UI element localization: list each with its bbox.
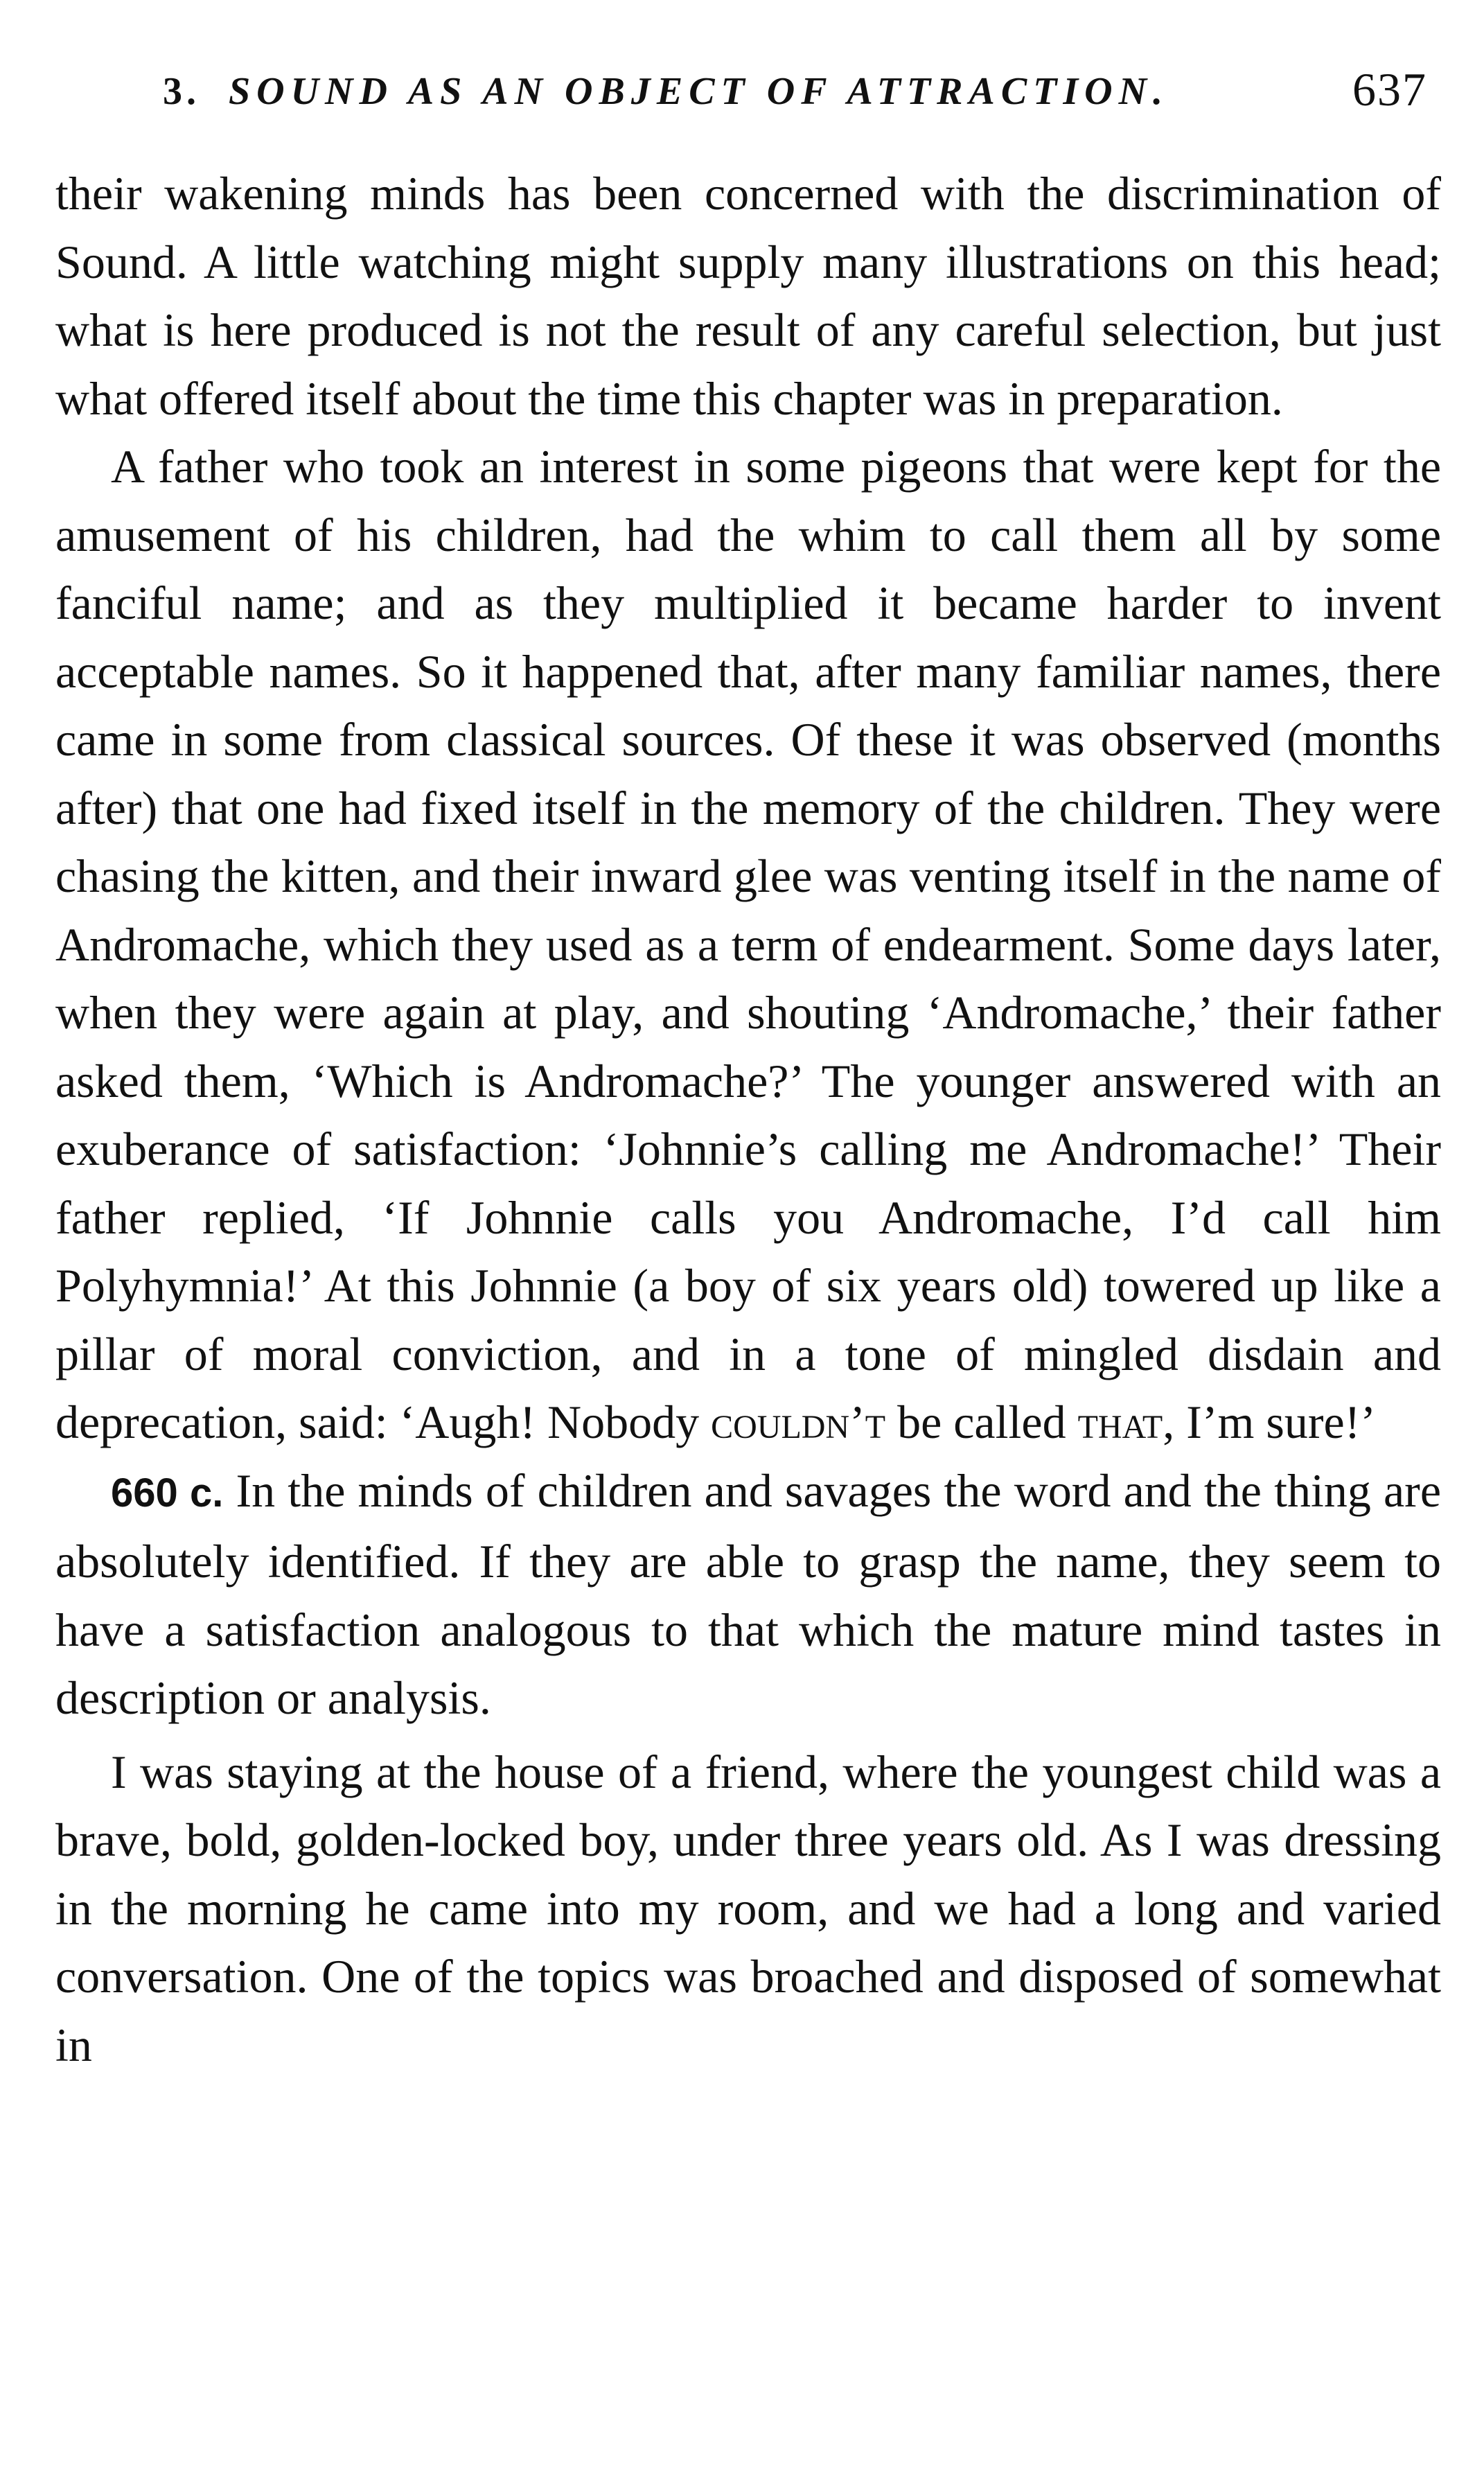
chapter-number: 3.	[163, 70, 200, 113]
book-page	[55, 49, 1441, 2079]
paragraph-pigeons-text: A father who took an interest in some pigeons that were kept for the amusement of his children, had the whim to call them all by some fanciful name; and as they multiplied it became harder to invent acceptable names. So it happened that, after many familiar names, there came in some from classical sources. Of these it was observed (months after) that one had fixed itself in the memory of the children. They were chasing the kitten, and their inward glee was venting itself in the name of Andromache, which they used as a term of endearment. Some days later, when they were again at play, and shouting ‘Andromache,’ their father asked them, ‘Which is Andromache?’ The younger answered with an exuberance of satisfaction: ‘Johnnie’s calling me Andromache!’ Their father replied, ‘If Johnnie calls you Andromache, I’d call him Polyhymnia!’ At this Johnnie (a boy of six years old) towered up like a pillar of moral conviction, and in a tone of mingled disdain and deprecation, said: ‘Augh! Nobody	[55, 440, 1441, 1448]
small-caps-couldnt: couldn’t	[711, 1396, 886, 1448]
paragraph-anecdote: I was staying at the house of a friend, where the youngest child was a brave, bold, golden-locked boy, under three years old. As I was dressing in the morning he came into my room, and we had a long and varied conversation. One of the topics was broached and disposed of somewhat in	[55, 1745, 1441, 2071]
section-number: 660 c.	[111, 1470, 224, 1515]
running-head	[55, 49, 1441, 132]
chapter-title: SOUND AS AN OBJECT OF ATTRACTION.	[229, 70, 1169, 113]
paragraph-pigeons-end: I’m sure!’	[1186, 1396, 1376, 1448]
body-text	[55, 159, 1441, 2079]
paragraph-section-660c	[55, 1457, 1441, 1732]
paragraph-pigeons	[55, 432, 1441, 1457]
paragraph-continued: their wakening minds has been concerned with the discrimination of Sound. A little watching might supply many illustrations on this head; what is here produced is not the result of any careful selection, but just what offered itself about the time this chapter was in preparation.	[55, 167, 1441, 425]
paragraph-pigeons-mid: be called	[897, 1396, 1066, 1448]
small-caps-that: that,	[1077, 1396, 1175, 1448]
paragraph-section-660c-text: In the minds of children and savages the word and the thing are absolutely identified. If they are able to grasp the name, they seem to have a satisfaction analogous to that which the mature mind tastes in description or analysis.	[55, 1464, 1442, 1724]
page-number: 637	[1352, 63, 1427, 116]
paragraph-gap	[55, 1732, 1441, 1738]
